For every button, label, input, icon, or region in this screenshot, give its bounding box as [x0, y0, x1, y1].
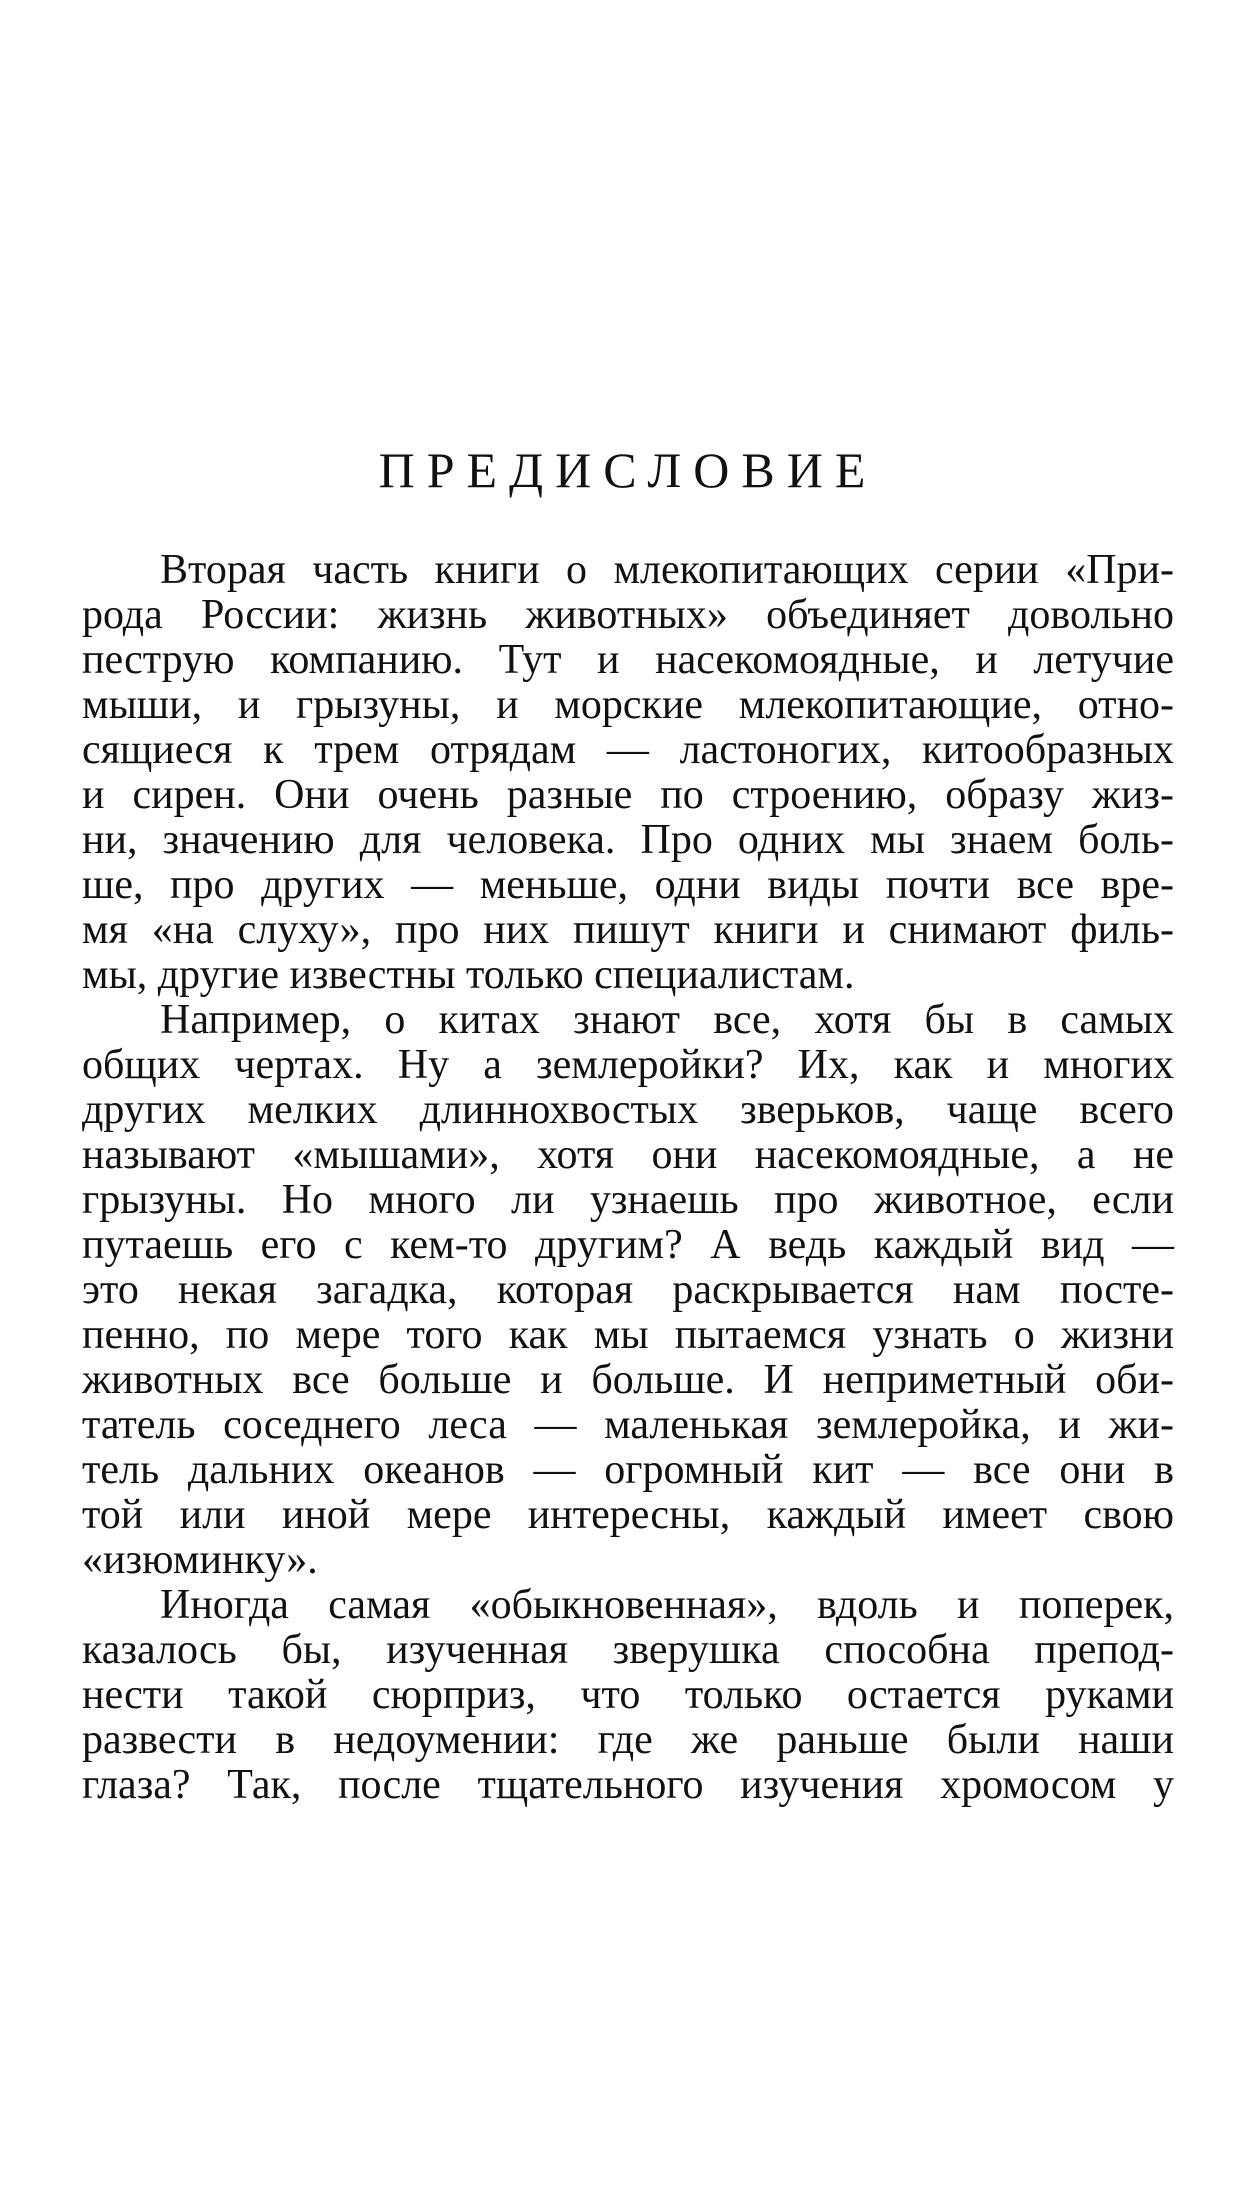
paragraph-3 — [82, 1583, 1174, 1808]
paragraph-2 — [82, 998, 1174, 1583]
text-line: ше, про других — меньше, одни виды почти все вре- — [82, 862, 1174, 908]
text-line: грызуны. Но много ли узнаешь про животное, если — [82, 1177, 1174, 1223]
text-line: называют «мышами», хотя они насекомоядные, а не — [82, 1132, 1174, 1178]
text-line: развести в недоумении: где же раньше были наши — [82, 1717, 1174, 1763]
text-line: мыши, и грызуны, и морские млекопитающие, отно- — [82, 682, 1174, 728]
text-line: животных все больше и больше. И неприметный оби- — [82, 1357, 1174, 1403]
text-line: той или иной мере интересны, каждый имеет свою — [82, 1492, 1174, 1538]
text-line: путаешь его с кем-то другим? А ведь каждый вид — — [82, 1222, 1174, 1268]
text-line: нести такой сюрприз, что только остается руками — [82, 1672, 1174, 1718]
text-line: сящиеся к трем отрядам — ластоногих, китообразных — [82, 727, 1174, 773]
text-line: татель соседнего леса — маленькая землеройка, и жи- — [82, 1402, 1174, 1448]
text-line: глаза? Так, после тщательного изучения хромосом у — [82, 1762, 1174, 1808]
text-line: Вторая часть книги о млекопитающих серии «При- — [160, 547, 1174, 593]
text-line: пенно, по мере того как мы пытаемся узнать о жизни — [82, 1312, 1174, 1358]
text-line: Иногда самая «обыкновенная», вдоль и поперек, — [160, 1582, 1174, 1628]
text-line: Например, о китах знают все, хотя бы в самых — [160, 997, 1174, 1043]
text-line: мы, другие известны только специалистам. — [82, 952, 855, 998]
text-line: казалось бы, изученная зверушка способна препод- — [82, 1627, 1174, 1673]
body-text — [82, 548, 1174, 1808]
text-line: мя «на слуху», про них пишут книги и снимают филь- — [82, 907, 1174, 953]
paragraph-1 — [82, 548, 1174, 998]
text-line: ни, значению для человека. Про одних мы знаем боль- — [82, 817, 1174, 863]
text-line: рода России: жизнь животных» объединяет довольно — [82, 592, 1174, 638]
page-title: ПРЕДИСЛОВИЕ — [378, 442, 878, 498]
text-line: «изюминку». — [82, 1537, 318, 1583]
text-line: это некая загадка, которая раскрывается нам посте- — [82, 1267, 1174, 1313]
text-line: других мелких длиннохвостых зверьков, чаще всего — [82, 1087, 1174, 1133]
text-line: тель дальних океанов — огромный кит — все они в — [82, 1447, 1174, 1493]
text-line: пеструю компанию. Тут и насекомоядные, и летучие — [82, 637, 1174, 683]
text-line: и сирен. Они очень разные по строению, образу жиз- — [82, 772, 1174, 818]
text-line: общих чертах. Ну а землеройки? Их, как и многих — [82, 1042, 1174, 1088]
